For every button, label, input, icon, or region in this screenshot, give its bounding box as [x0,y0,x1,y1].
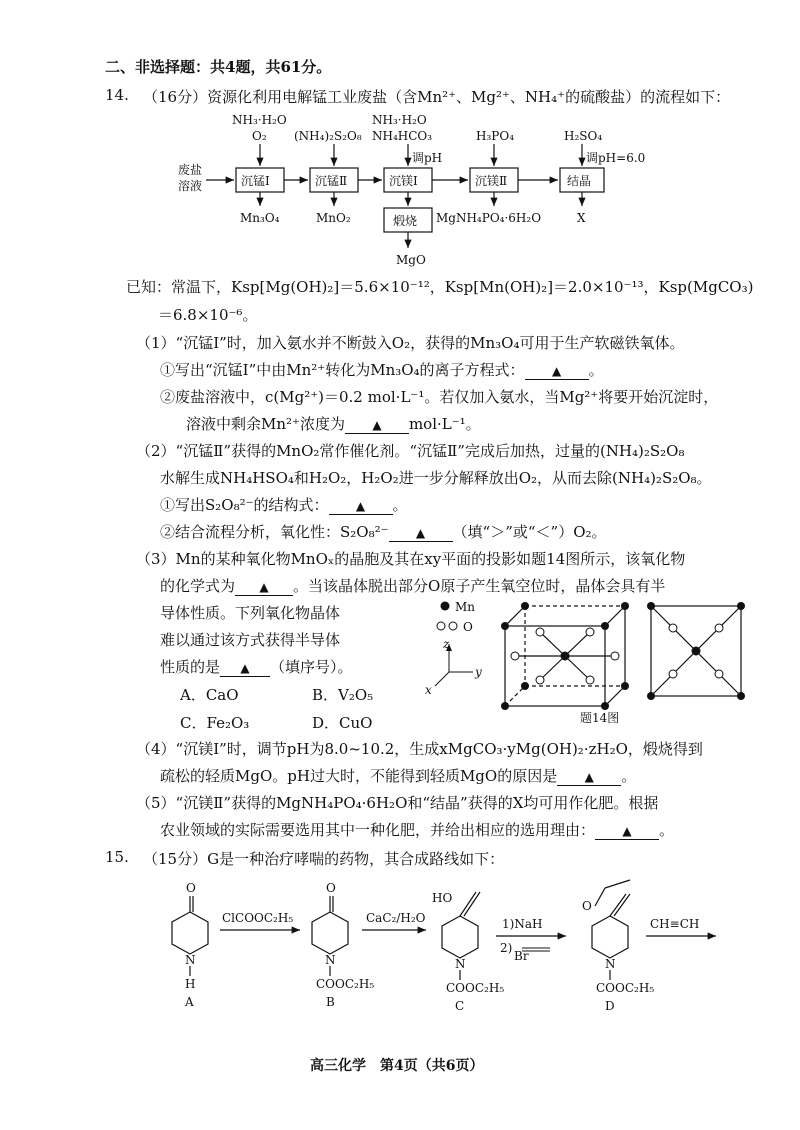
ph-note-1: 调pH [412,151,443,165]
q14-part3-pre: 的化学式为 [160,577,236,595]
q14-part1-a-text: ①写出“沉锰Ⅰ”中由Mn²⁺转化为Mn₃O₄的离子方程式： [160,361,525,379]
option-d[interactable]: D．CuO [312,714,373,732]
blank-triangle-icon: ▲ [259,580,269,594]
molecule-a-oxygen: O [186,881,196,895]
flow-box-mn2-label: 沉锰Ⅱ [315,174,348,188]
q14-part2-b-pre: ②结合流程分析，氧化性：S₂O₈²⁻ [160,523,389,541]
q14-part3-line5-post: （填序号）。 [270,658,353,676]
legend-o-dot-2 [449,622,457,630]
molecule-b-oxygen: O [326,881,336,895]
q14-part4-line2 [160,765,636,786]
label-c: C [455,999,465,1013]
option-a[interactable]: A．CaO [180,686,239,704]
q14-part4-line1: （4）“沉镁Ⅰ”时，调节pH为8.0~10.2，生成xMgCO₃·yMg(OH)₂·zH₂O，煅烧得到 [136,740,703,758]
molecule-a-hydrogen: H [185,977,196,991]
molecule-d-ester: COOC₂H₅ [596,981,655,995]
answer-blank[interactable] [235,577,293,596]
q14-stem: （16分）资源化利用电解锰工业废盐（含Mn²⁺、Mg²⁺、NH₄⁺的硫酸盐）的流程如下： [143,88,731,106]
q14-part4-post: 。 [621,767,637,785]
reagent-h3po4: H₃PO₄ [476,129,514,143]
q14-part5-pre: 农业领域的实际需要选用其中一种化肥，并给出相应的选用理由： [160,821,596,839]
q14-part3-line5-pre: 性质的是 [160,658,221,676]
flow-input-line2: 溶液 [178,179,203,193]
q14-part1-b-line2 [186,413,481,434]
known-line-1: 已知：常温下，Ksp[Mg(OH)₂]＝5.6×10⁻¹²，Ksp[Mn(OH)₂]＝2.0×10⁻¹³，Ksp(MgCO₃) [126,278,754,296]
q14-part3-line4: 难以通过该方式获得半导体 [160,631,341,649]
label-a: A [185,995,194,1009]
answer-blank[interactable] [220,658,270,677]
molecule-a [172,896,208,954]
flow-box-crystallize-label: 结晶 [567,174,592,188]
q14-part1: （1）“沉锰Ⅰ”时，加入氨水并不断鼓入O₂，获得的Mn₃O₄可用于生产软磁铁氧体。 [136,334,685,352]
q14-number: 14. [105,86,129,104]
reagent-step2: 2) [500,941,513,955]
reagent-h2so4: H₂SO₄ [564,129,603,143]
molecule-c-hydroxyl: HO [432,891,453,905]
flow-box-mg2-label: 沉镁Ⅱ [475,174,508,188]
blank-triangle-icon: ▲ [240,661,250,675]
reagent-bromide: Br [514,949,529,963]
axis-y: y [475,665,482,679]
answer-blank[interactable] [389,523,453,542]
q14-part2-b [160,521,607,542]
label-b: B [326,995,335,1009]
answer-blank[interactable] [345,415,409,434]
product-mn3o4: Mn₃O₄ [240,211,280,225]
reagent-nh3-2: NH₃·H₂O [372,113,427,127]
q14-part5-line2 [160,819,674,840]
molecule-b-nitrogen: N [325,953,336,967]
blank-triangle-icon: ▲ [584,770,594,784]
q14-part2-a: ①写出S₂O₈²⁻的结构式： ▲ 。 [160,496,408,514]
blank-triangle-icon: ▲ [372,418,382,432]
reagent-persulfate: (NH₄)₂S₂O₈ [294,129,362,143]
q14-part3-line5 [160,656,353,677]
answer-blank[interactable] [525,361,589,380]
reagent-nah: 1)NaH [502,917,543,931]
blank-triangle-icon: ▲ [355,499,366,513]
figure-caption: 题14图 [580,711,620,725]
reagent-cac2: CaC₂/H₂O [366,911,426,925]
blank-triangle-icon: ▲ [551,364,562,378]
legend-mn-dot [441,602,450,611]
q14-part1-b-pre: 溶液中剩余Mn²⁺浓度为 [186,415,345,433]
reagent-nh4hco3: NH₄HCO₃ [372,129,433,143]
q14-part5-post: 。 [659,821,675,839]
molecule-c-nitrogen: N [455,957,466,971]
crystal-figure [415,592,755,727]
legend-mn: Mn [455,600,476,614]
reagent-o2: O₂ [252,129,267,143]
q14-part2-line1: （2）“沉锰Ⅱ”获得的MnO₂常作催化剂。“沉锰Ⅱ”完成后加热，过量的(NH₄)₂S₂O₈ [136,442,685,460]
answer-blank[interactable] [595,821,659,840]
known-line-2: ＝6.8×10⁻⁶。 [158,306,258,324]
answer-blank[interactable] [557,767,621,786]
legend-o-dot-1 [437,622,445,630]
legend-o: O [463,620,473,634]
flow-input-line1: 废盐 [178,163,203,177]
flow-box-mn1-label: 沉锰Ⅰ [241,174,270,188]
axis-x: x [425,683,432,697]
q15-number: 15. [105,848,129,866]
answer-blank[interactable] [329,496,393,515]
q14-part3-line1: （3）Mn的某种氧化物MnOₓ的晶胞及其在xy平面的投影如题14图所示，该氧化物 [136,550,686,568]
reagent-chloroformate: ClCOOC₂H₅ [222,911,294,925]
q14-part1-a: ①写出“沉锰Ⅰ”中由Mn²⁺转化为Mn₃O₄的离子方程式： ▲ 。 [160,361,604,379]
molecule-a-nitrogen: N [185,953,196,967]
q14-part2-b-post: （填“＞”或“＜”）O₂。 [452,523,607,541]
molecule-c-ester: COOC₂H₅ [446,981,505,995]
q14-part2-a-text: ①写出S₂O₈²⁻的结构式： [160,496,329,514]
q14-part1-b-post: mol·L⁻¹。 [408,415,481,433]
reagent-nh3-1: NH₃·H₂O [232,113,287,127]
blank-triangle-icon: ▲ [415,526,426,540]
q14-part2-line2: 水解生成NH₄HSO₄和H₂O₂，H₂O₂进一步分解释放出O₂，从而去除(NH₄)₂S₂O₈。 [160,469,712,487]
q14-part3-line3: 导体性质。下列氧化物晶体 [160,604,341,622]
page-footer: 高三化学 第4页（共6页） [310,1058,484,1074]
flow-box-calcine-label: 煅烧 [393,214,418,228]
option-c[interactable]: C．Fe₂O₃ [180,714,250,732]
flow-box-mg1-label: 沉镁Ⅰ [389,174,418,188]
q14-part3-post: 。当该晶体脱出部分O原子产生氧空位时，晶体会具有半 [293,577,666,595]
molecule-d-oxygen: O [582,899,592,913]
product-mno2: MnO₂ [316,211,351,225]
product-struvite: MgNH₄PO₄·6H₂O [436,211,542,225]
q14-part4-pre: 疏松的轻质MgO。pH过大时，不能得到轻质MgO的原因是 [160,767,558,785]
product-mgo: MgO [396,253,426,267]
q14-part5-line1: （5）“沉镁Ⅱ”获得的MgNH₄PO₄·6H₂O和“结晶”获得的X均可用作化肥。根据 [136,794,659,812]
ph-note-2: 调pH=6.0 [586,151,646,165]
molecule-d-nitrogen: N [605,957,616,971]
synthesis-route [150,872,730,1020]
process-flow-diagram [170,110,690,270]
section-heading: 二、非选择题：共4题，共61分。 [105,58,332,76]
product-x: X [577,211,586,225]
blank-triangle-icon: ▲ [622,824,632,838]
reagent-acetylene: CH≡CH [650,917,700,931]
molecule-b-ester: COOC₂H₅ [316,977,375,991]
option-b[interactable]: B．V₂O₅ [312,686,374,704]
q15-stem: （15分）G是一种治疗哮喘的药物，其合成路线如下： [143,850,505,868]
label-d: D [605,999,615,1013]
axis-z: z [443,637,450,651]
q14-part1-b-line1: ②废盐溶液中，c(Mg²⁺)＝0.2 mol·L⁻¹。若仅加入氨水，当Mg²⁺将要开始沉淀时， [160,388,719,406]
